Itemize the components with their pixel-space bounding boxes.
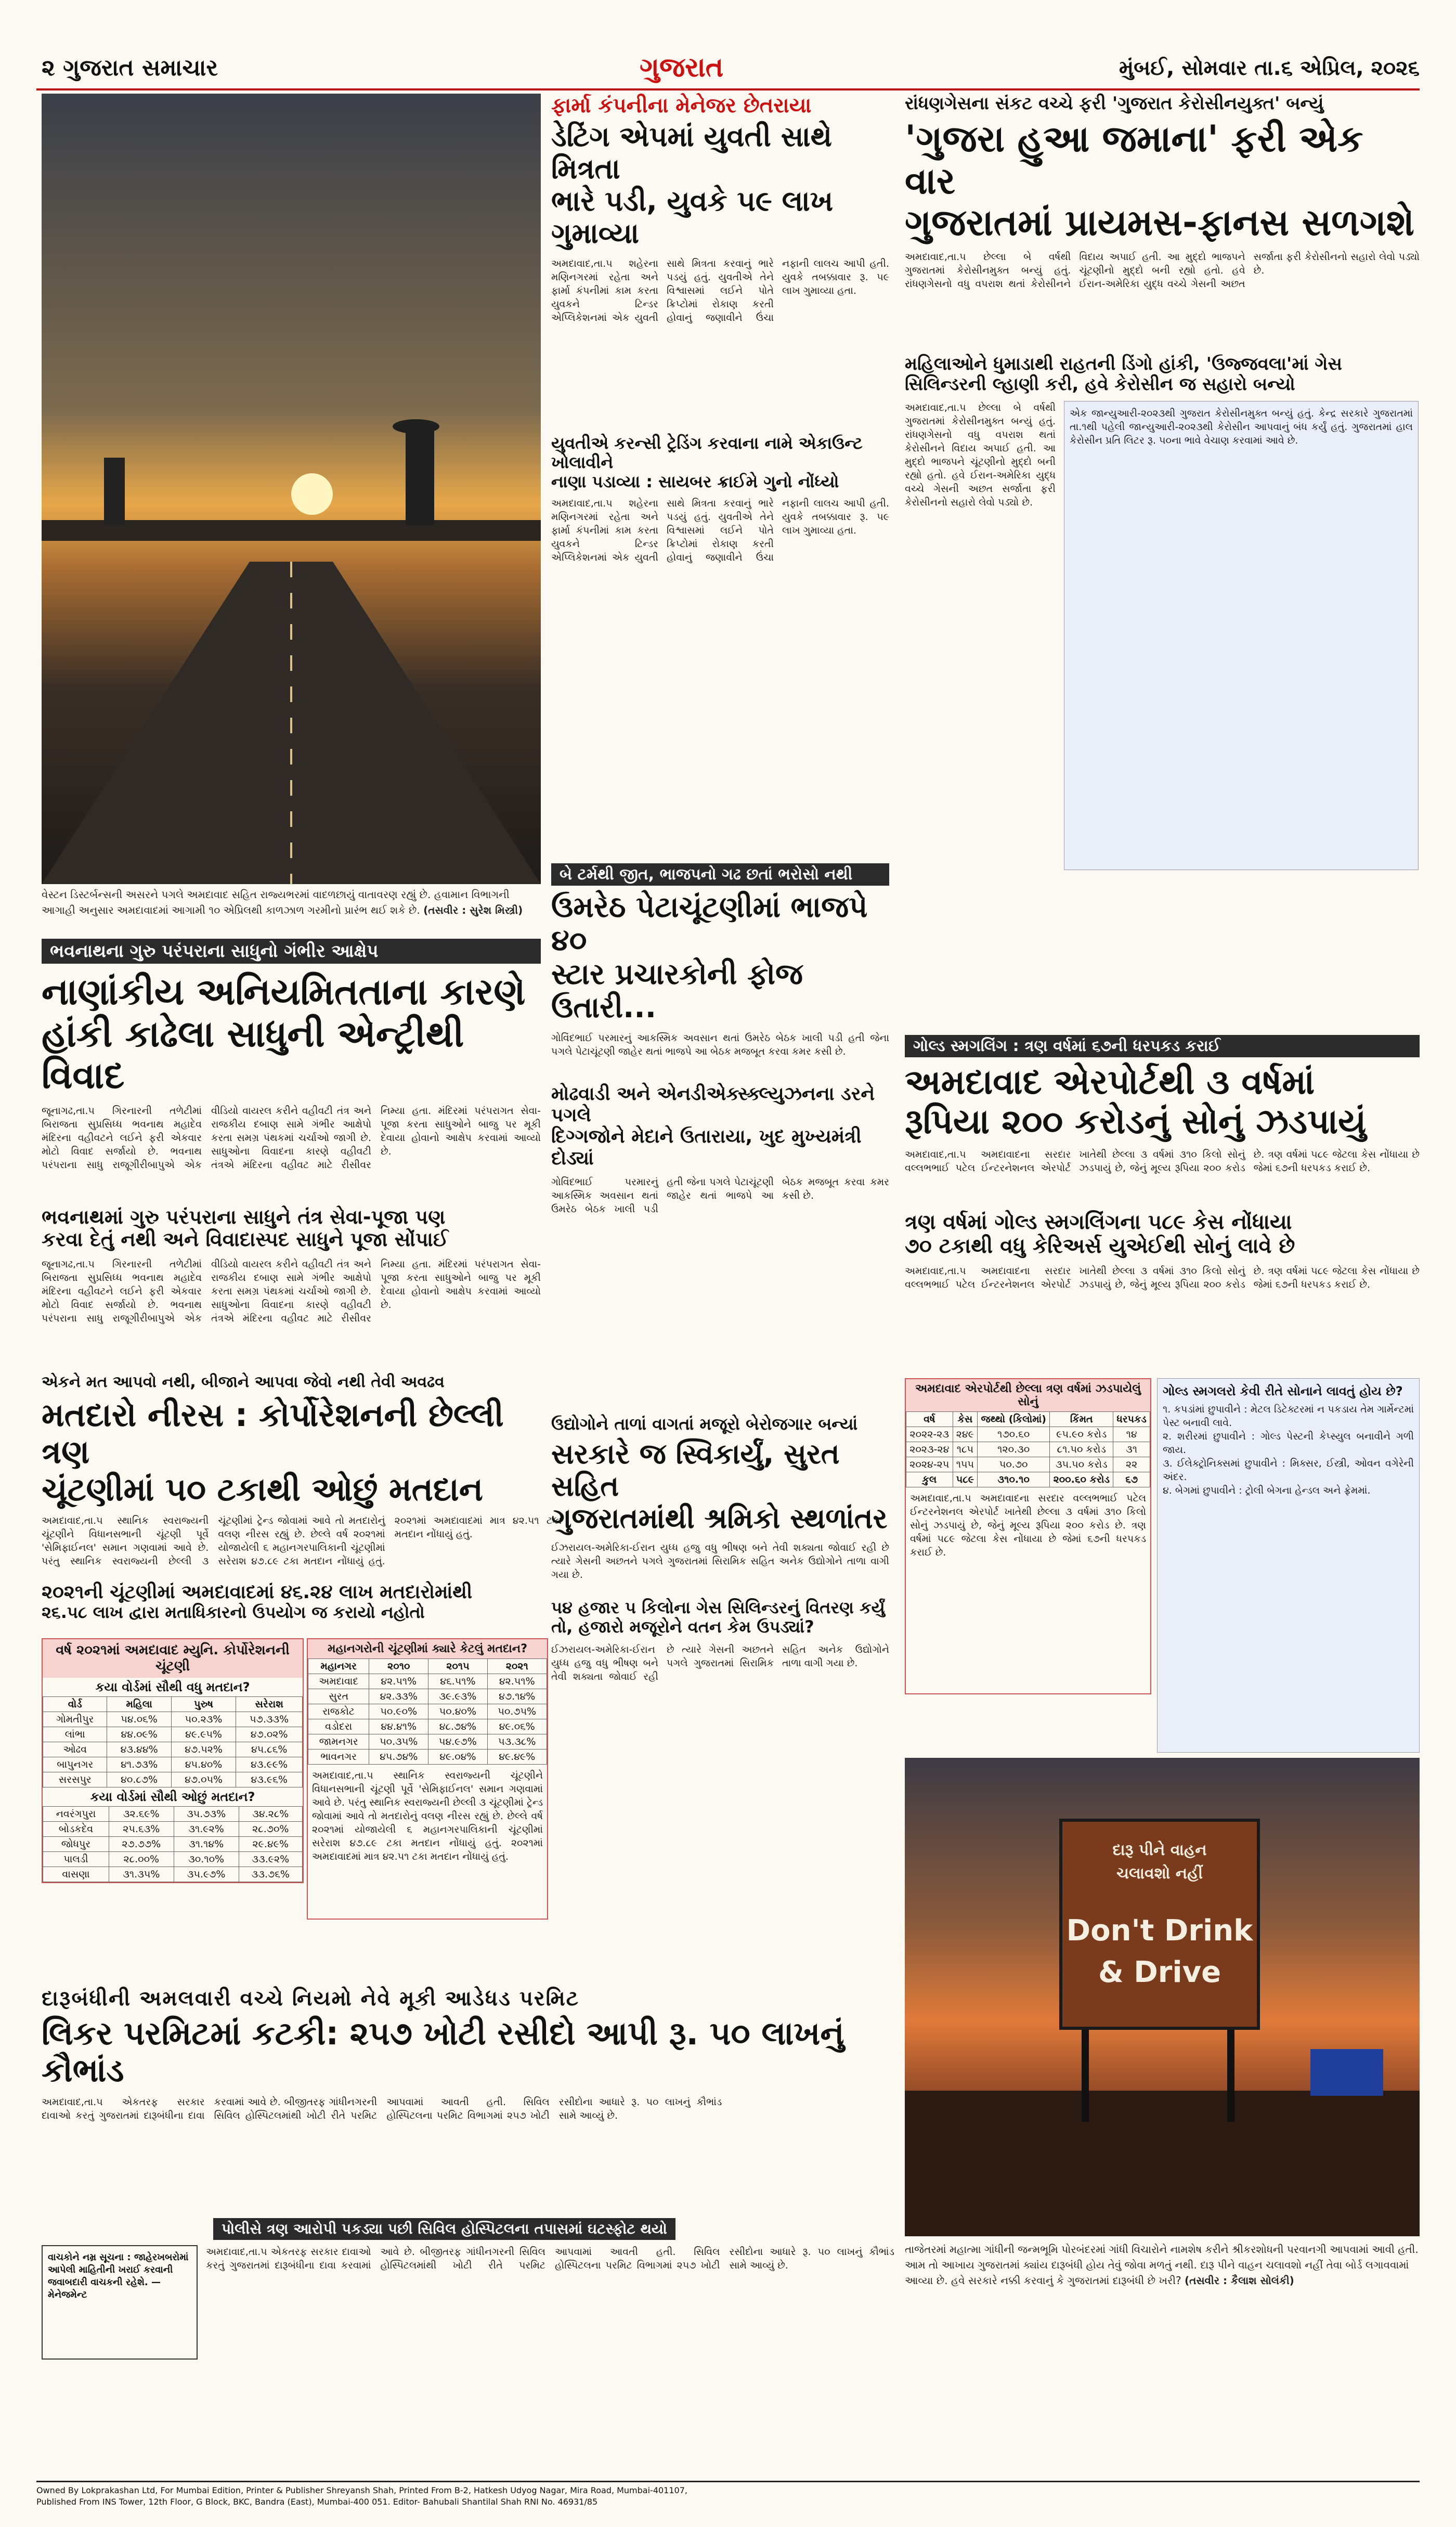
dating-sub-1: યુવતીએ કરન્સી ટ્રેડિંગ કરવાના નામે એકાઉન્ટ ખોલાવીને <box>551 433 863 473</box>
table-row: બાપુનગર ૪૧.૭૩% ૪૫.૪૦% ૪૩.૯૯% <box>43 1757 303 1772</box>
voters-body: અમદાવાદ,તા.૫ સ્થાનિક સ્વરાજ્યની ચૂંટણીને વિધાનસભાની ચૂંટણી પૂર્વે 'સેમિફાઈનલ' સમાન ગણવામાં આવે છે. પરંતુ સ્થાનિક સ્વરાજ્યની છેલ્લી ૩ ચૂંટણીમાં ટ્રેન્ડ જોવામાં આવે તો મતદારોનું વલણ નીરસ રહ્યું છે. છેલ્લે વર્ષ ૨૦૨૧માં યોજાયેલી ૬ મહાનગરપાલિકાની ચૂંટણીમાં સરેરાશ ૪૭.૮૯ ટકા મતદાન નોંધાયું હતું. ૨૦૨૧માં અમદાવાદમાં માત્ર ૪૨.૫૧ ટકા મતદાન નોંધાયું હતું. <box>42 1514 562 1567</box>
dateline: મુંબઈ, સોમવાર તા.૬ એપ્રિલ, ૨૦૨૬ <box>1119 56 1420 80</box>
gold-table-title: અમદાવાદ એરપોર્ટથી છેલ્લા ત્રણ વર્ષમાં ઝડપાયેલું સોનું <box>906 1379 1150 1411</box>
voters-kicker: એકને મત આપવો નથી, બીજાને આપવા જેવો નથી તેવી અવઢવ <box>42 1373 445 1391</box>
workers-body: ઈઝરાયલ-અમેરિકા-ઈરાન યુધ્ધ હજુ વધુ ભીષણ બને તેવી શક્યતા જોવાઈ રહી છે ત્યારે ગેસની અછતને પગલે ગુજરાતમાં સિરામિક સહિત અનેક ઉદ્યોગોને તાળા વાગી ગયા છે. <box>551 1542 889 1581</box>
permit-headline: લિકર પરમિટમાં કટકી: ૨૫૭ ખોટી રસીદો આપી રૂ. ૫૦ લાખનું કૌભાંડ <box>42 2014 844 2090</box>
sadhu-kicker: ભવનાથના ગુરુ પરંપરાના સાધુનો ગંભીર આક્ષેપ <box>42 939 541 964</box>
bjp-headline-1: ઉમરેઠ પેટાચૂંટણીમાં ભાજપે ૪૦ <box>551 890 868 958</box>
dating-body-cont: અમદાવાદ,તા.૫ શહેરના મણિનગરમાં રહેતા અને ફાર્મા કંપનીમાં કામ કરતા યુવકને ટિન્ડર એપ્લિકેશનમાં એક યુવતી સાથે મિત્રતા કરવાનું ભારે પડયું હતું. યુવતીએ તેને વિશ્વાસમાં લઈને પોતે ક્રિપ્ટોમાં રોકાણ કરતી હોવાનું જણાવીને ઉંચા નફાની લાલચ આપી હતી. યુવકે તબક્કાવાર રૂ. ૫૯ લાખ ગુમાવ્યા હતા. <box>551 497 889 563</box>
gold-kicker: ગોલ્ડ સ્મગલિંગ : ત્રણ વર્ષમાં ૬૭ની ધરપકડ કરાઈ <box>905 1035 1420 1057</box>
table-row: બોડકદેવ ૨૫.૬૩% ૩૧.૯૨% ૨૮.૭૦% <box>43 1822 303 1837</box>
table-2021-subtitle: કયા વોર્ડમાં સૌથી વધુ મતદાન? <box>95 1680 250 1694</box>
table-2021-least <box>43 1806 303 1882</box>
kerosene-kicker: રાંધણગેસના સંકટ વચ્ચે ફરી 'ગુજરાત કેરોસીનયુક્ત' બન્યું <box>905 93 1324 114</box>
photo-credit: (તસવીર : સુરેશ મિસ્ત્રી) <box>423 904 523 916</box>
gold-sub-2: ૭૦ ટકાથી વધુ કેરિઅર્સ યુએઈથી સોનું લાવે છે <box>905 1234 1295 1258</box>
gold-headline-1: અમદાવાદ એરપોર્ટથી ૩ વર્ષમાં <box>905 1062 1315 1102</box>
gold-table: વર્ષ કેસ જથ્થો (કિલોમાં) કિંમત ધરપકડ ૨૦૨૨-૨૩ ૨૪૯ ૧૭૦.૬૦ ૯૫.૯૦ કરોડ ૧૪ ૨૦૨૩-૨૪ ૧૮૫ ૧૨૦.૩૦ ૮૧.૫૦ કરોડ ૩૧ ૨૦૨૪-૨૫ ૧૫૫ ૫૦.૭૦ ૩૫.૫૦ કરોડ ૨૨ કુલ ૫૮૯ ૩૧૦.૧૦ ૨૦૦.૬૦ કરોડ ૬૭ <box>906 1411 1150 1487</box>
bjp-sub-2: દિગ્ગજોને મેદાને ઉતારાયા, ખુદ મુખ્યમંત્રી દોડ્યાં <box>551 1126 862 1169</box>
permit-body: અમદાવાદ,તા.૫ એકતરફ સરકાર દાવાઓ કરતું ગુજરાતમાં દારૂબંધીના દાવા કરવામાં આવે છે. બીજીતરફ ગાંધીનગરની સિવિલ હોસ્પિટલમાંથી ખોટી રીતે પરમિટ આપવામાં આવતી હતી. સિવિલ હોસ્પિટલના પરમિટ વિભાગમાં ૨૫૭ ખોટી રસીદોના આધારે રૂ. ૫૦ લાખનું કૌભાંડ સામે આવ્યું છે. <box>42 2096 722 2121</box>
table-cities-box <box>307 1638 548 1920</box>
table-row: ઓઢવ ૪૩.૪૪% ૪૭.૫૨% ૪૫.૮૬% <box>43 1742 303 1757</box>
kerosene-body-cont: અમદાવાદ,તા.૫ છેલ્લા બે વર્ષથી ગુજરાતમાં કેરોસીનમુક્ત બન્યું હતું. રાંધણગેસનો વધુ વપરાશ થતાં કેરોસીનને વિદાય અપાઈ હતી. આ મુદ્દો ભાજપને ચૂંટણીનો મુદ્દો બની રહ્યો હતો. હવે ઈરાન-અમેરિકા યુદ્ધ વચ્ચે ગેસની અછત સર્જાતા ફરી કેરોસીનનો સહારો લેવો પડ્યો છે. <box>905 401 1056 508</box>
kerosene-sub-2: સિલિન્ડરની લ્હાણી કરી, હવે કેરોસીન જ સહારો બન્યો <box>905 373 1295 395</box>
sadhu-sub-1: ભવનાથમાં ગુરુ પરંપરાના સાધુને તંત્ર સેવા-પૂજા પણ <box>42 1205 446 1228</box>
voters-sub-1: ૨૦૨૧ની ચૂંટણીમાં અમદાવાદમાં ૪૬.૨૪ લાખ મતદારોમાંથી <box>42 1581 473 1603</box>
table-row: ૨૦૨૨-૨૩ ૨૪૯ ૧૭૦.૬૦ ૯૫.૯૦ કરોડ ૧૪ <box>906 1427 1150 1442</box>
workers-kicker: ઉદ્યોગોને તાળાં વાગતાં મજૂરો બેરોજગાર બન્યાં <box>551 1414 858 1434</box>
kerosene-note-box: એક જાન્યુઆરી-૨૦૨૩થી ગુજરાત કેરોસીનમુક્ત બન્યું હતું. કેન્દ્ર સરકારે ગુજરાતમાં તા.૧થી પહેલી જાન્યુઆરી-૨૦૨૩થી કેરોસીન આપવાનું બંધ કર્યું હતું. ગુજરાતમાં હાલ કેરોસીન પ્રતિ લિટર રૂ. ૫૦ના ભાવે વેચાણ કરવામાં આવે છે. <box>1064 401 1419 870</box>
dating-headline-1: ડેટિંગ એપમાં યુવતી સાથે મિત્રતા <box>551 120 832 186</box>
imprint-line-1: Owned By Lokprakashan Ltd, For Mumbai Edition, Printer & Publisher Shreyansh Shah, Printed From B-2, Hatkesh Udyog Nagar, Mira Road, Mumbai-401107, <box>36 2485 687 2495</box>
photo2-credit: (તસવીર : કૈલાશ સોલંકી) <box>1184 2274 1294 2287</box>
permit-body-cont: અમદાવાદ,તા.૫ એકતરફ સરકાર દાવાઓ કરતું ગુજરાતમાં દારૂબંધીના દાવા કરવામાં આવે છે. બીજીતરફ ગાંધીનગરની સિવિલ હોસ્પિટલમાંથી ખોટી રીતે પરમિટ આપવામાં આવતી હતી. સિવિલ હોસ્પિટલના પરમિટ વિભાગમાં ૨૫૭ ખોટી રસીદોના આધારે રૂ. ૫૦ લાખનું કૌભાંડ સામે આવ્યું છે. <box>206 2246 894 2271</box>
gold-methods-title: ગોલ્ડ સ્મગલરો કેવી રીતે સોનાને લાવતું હોય છે? <box>1163 1384 1403 1398</box>
table-cities: મહાનગર ૨૦૧૦ ૨૦૧૫ ૨૦૨૧ અમદાવાદ ૪૨.૫૧% ૪૬.૫૧% ૪૨.૫૧% સુરત ૪૨.૩૩% ૩૯.૯૩% ૪૭.૧૪% રાજકોટ ૫૦.૯૦% ૫૦.૪૦% ૫૦.૭૫% વડોદરા ૪૪.૪૧% ૪૮.૭૪% ૪૯.૦૬% જામનગર ૫૦.૩૫% ૫૪.૯૭% ૫૩.૩૮% ભાવનગર ૪૫.૭૪% ૪૯.૦૪% ૪૯.૪૯% <box>308 1658 547 1765</box>
gold-body-cont: અમદાવાદ,તા.૫ અમદાવાદના સરદાર વલ્લભભાઈ પટેલ ઈન્ટરનેશનલ એરપોર્ટ ખાતેથી છેલ્લા ૩ વર્ષમાં ૩૧૦ કિલો સોનું ઝડપાયું છે, જેનું મૂલ્ય રૂપિયા ૨૦૦ કરોડ છે. ત્રણ વર્ષમાં ૫૮૯ જેટલા કેસ નોંધાયા છે જેમાં ૬૭ની ધરપકડ કરાઈ છે. <box>905 1265 1420 1290</box>
table-row: રાજકોટ ૫૦.૯૦% ૫૦.૪૦% ૫૦.૭૫% <box>308 1704 547 1719</box>
workers-body-cont: ઈઝરાયલ-અમેરિકા-ઈરાન યુધ્ધ હજુ વધુ ભીષણ બને તેવી શક્યતા જોવાઈ રહી છે ત્યારે ગેસની અછતને પગલે ગુજરાતમાં સિરામિક સહિત અનેક ઉદ્યોગોને તાળા વાગી ગયા છે. <box>551 1643 889 1682</box>
bjp-sub-1: મોઢવાડી અને એનડીએક્સ્ક્લ્યુઝનના ડરને પગલે <box>551 1083 875 1126</box>
footer-rule <box>36 2481 1420 2482</box>
sadhu-headline-2: હાંકી કાઢેલા સાધુની એન્ટ્રીથી વિવાદ <box>42 1012 464 1097</box>
table-row: લાંભા ૪૪.૦૯% ૪૯.૯૫% ૪૭.૦૨% <box>43 1727 303 1742</box>
photo2-caption: તાજેતરમાં મહાત્મા ગાંધીની જન્મભૂમિ પોરબંદરમાં ગાંધી વિચારોને નામશેષ કરીને શ્રીકરશોધની પરવાનગી આપવામાં આવી હતી. આમ તો આખાય ગુજરાતમાં ક્યાંય દારૂબંધી હોય તેવું જોવા મળતું નથી. દારૂ પીને વાહન ચલાવશો નહીં તેવા બોર્ડ લગાવવામાં આવ્યા છે. હવે સરકારે નક્કી કરવાનું કે ગુજરાતમાં દારૂબંધી છે ખરી? (તસવીર : કૈલાશ સોલંકી) <box>905 2243 1419 2287</box>
list-item: ૧. કપડાંમાં છુપાવીને : મેટલ ડિટેક્ટરમાં ન પકડાય તેમ ગાર્મેન્ટમાં પેસ્ટ બનાવી લાવે. <box>1163 1404 1414 1429</box>
section-title: ગુજરાત <box>640 52 724 83</box>
table-cities-title: મહાનગરોની ચૂંટણીમાં ક્યારે કેટલું મતદાન? <box>308 1639 547 1658</box>
dating-headline-2: ભારે પડી, યુવકે ૫૯ લાખ ગુમાવ્યા <box>551 185 834 250</box>
voters-headline-1: મતદારો નીરસ : કોર્પોરેશનની છેલ્લી ત્રણ <box>42 1396 504 1471</box>
table-2021-most: વોર્ડ મહિલા પુરુષ સરેરાશ ગોમતીપુર ૫૪.૦૬% ૫૦.૨૩% ૫૭.૩૩% લાંભા ૪૪.૦૯% ૪૯.૯૫% ૪૭.૦૨% ઓઢવ ૪૩.૪૪% ૪૭.૫૨% ૪૫.૮૬% બાપુનગર ૪૧.૭૩% ૪૫.૪૦% ૪૩.૯૯% સરસપુર ૪૦.૮૭% ૪૭.૦૫% ૪૩.૯૬% <box>43 1696 303 1787</box>
voters-headline-2: ચૂંટણીમાં ૫૦ ટકાથી ઓછું મતદાન <box>42 1470 483 1508</box>
bjp-kicker: બે ટર્મથી જીત, ભાજપનો ગઢ છતાં ભરોસો નથી <box>551 863 889 886</box>
reader-notice: વાચકોને નમ્ર સૂચના : જાહેરખબરોમાં આપેલી માહિતીની ખરાઈ કરવાની જવાબદારી વાચકની રહેશે. — મેનેજમેન્ટ <box>42 2245 198 2360</box>
list-item: ૨. શરીરમાં છુપાવીને : ગોલ્ડ પેસ્ટની કેપ્સ્યુલ બનાવીને ગળી જાય. <box>1163 1431 1414 1456</box>
bjp-body-cont: ગોવિંદભાઈ પરમારનું આકસ્મિક અવસાન થતાં ઉમરેઠ બેઠક ખાલી પડી હતી જેના પગલે પેટાચૂંટણી જાહેર થતાં ભાજપે આ બેઠક મજબૂત કરવા કમર કસી છે. <box>551 1176 889 1215</box>
list-item: ૩. ઈલેક્ટ્રોનિક્સમાં છુપાવીને : મિક્સર, ઈસ્ત્રી, ઓવન વગેરેની અંદર. <box>1163 1458 1414 1483</box>
imprint-line-2: Published From INS Tower, 12th Floor, G Block, BKC, Bandra (East), Mumbai-400 051. Editor- Bahubali Shantilal Shah RNI No. 46931/85 <box>36 2497 598 2507</box>
sadhu-headline-1: નાણાંકીય અનિયમિતતાના કારણે <box>42 970 526 1013</box>
table-row: જોધપુર ૨૭.૭૭% ૩૧.૧૪% ૨૯.૪૯% <box>43 1837 303 1852</box>
sadhu-sub-2: કરવા દેતું નથી અને વિવાદાસ્પદ સાધુને પૂજા સોંપાઈ <box>42 1228 449 1251</box>
table-row: જામનગર ૫૦.૩૫% ૫૪.૯૭% ૫૩.૩૮% <box>308 1734 547 1750</box>
bjp-headline-2: સ્ટાર પ્રચારકોની ફોજ ઉતારી... <box>551 957 803 1025</box>
permit-kicker: દારૂબંધીની અમલવારી વચ્ચે નિયમો નેવે મૂકી આડેધડ પરમિટ <box>42 1987 580 2011</box>
voters-sub-2: ૨૬.૫૮ લાખ દ્વારા મતાધિકારનો ઉપયોગ જ કરાયો નહોતો <box>42 1602 425 1623</box>
table-row: ૨૦૨૩-૨૪ ૧૮૫ ૧૨૦.૩૦ ૮૧.૫૦ કરોડ ૩૧ <box>906 1442 1150 1457</box>
photo-caption: વેસ્ટન ડિસ્ટર્બન્સની અસરને પગલે અમદાવાદ સહિત રાજ્યભરમાં વાદળછાયું વાતાવરણ રહ્યું છે. હવામાન વિભાગની આગાહી અનુસાર અમદાવાદમાં આગામી ૧૦ એપ્રિલથી કાળઝાળ ગરમીનો પ્રારંભ થઈ શકે છે. (તસવીર : સુરેશ મિસ્ત્રી) <box>42 888 523 916</box>
table-row: અમદાવાદ ૪૨.૫૧% ૪૬.૫૧% ૪૨.૫૧% <box>308 1674 547 1689</box>
kerosene-headline-1: 'ગુજરા હુઆ જમાના' ફરી એક વાર <box>905 118 1363 202</box>
sign-text-3: Don't Drink <box>1066 1914 1253 1948</box>
dont-drink-drive-photo <box>905 1758 1420 2236</box>
table-row: પાલડી ૨૮.૦૦% ૩૦.૧૦% ૩૩.૯૨% <box>43 1852 303 1867</box>
sign-text-1: દારૂ પીને વાહન <box>1112 1841 1207 1859</box>
gold-headline-2: રૂપિયા ૨૦૦ કરોડનું સોનું ઝડપાયું <box>905 1101 1367 1142</box>
workers-headline-2: ગુજરાતમાંથી શ્રમિકો સ્થળાંતર <box>551 1501 888 1535</box>
sadhu-body: જૂનાગઢ,તા.૫ ગિરનારની તળેટીમાં બિરાજતા સુપ્રસિધ્ધ ભવનાથ મહાદેવ મંદિરના વહીવટને લઈને ફરી એકવાર મોટો વિવાદ સર્જાયો છે. ભવનાથ પરંપરાના સાધુ રાજૂગીરીબાપુએ એક વીડિયો વાયરલ કરીને વહીવટી તંત્ર અને રાજકીય દબાણ સામે ગંભીર આક્ષેપો કરતા સમગ્ર પંથકમાં ચર્ચાઓ જાગી છે. સાધુઓના વિવાદના કારણે વહીવટી તંત્રએ મંદિરના વહીવટ માટે રીસીવર નિમ્યા હતા. મંદિરમાં પરંપરાગત સેવા-પૂજા કરતા સાધુઓને બાજુ પર મૂકી દેવાયા હોવાનો આક્ષેપ કરવામાં આવ્યો છે. <box>42 1105 541 1171</box>
dating-sub-2: નાણા પડાવ્યા : સાયબર ક્રાઈમે ગુનો નોંધ્યો <box>551 471 839 491</box>
gold-body: અમદાવાદ,તા.૫ અમદાવાદના સરદાર વલ્લભભાઈ પટેલ ઈન્ટરનેશનલ એરપોર્ટ ખાતેથી છેલ્લા ૩ વર્ષમાં ૩૧૦ કિલો સોનું ઝડપાયું છે, જેનું મૂલ્ય રૂપિયા ૨૦૦ કરોડ છે. ત્રણ વર્ષમાં ૫૮૯ જેટલા કેસ નોંધાયા છે જેમાં ૬૭ની ધરપકડ કરાઈ છે. <box>905 1148 1420 1174</box>
bjp-body: ગોવિંદભાઈ પરમારનું આકસ્મિક અવસાન થતાં ઉમરેઠ બેઠક ખાલી પડી હતી જેના પગલે પેટાચૂંટણી જાહેર થતાં ભાજપે આ બેઠક મજબૂત કરવા કમર કસી છે. <box>551 1032 889 1057</box>
kerosene-body: અમદાવાદ,તા.૫ છેલ્લા બે વર્ષથી ગુજરાતમાં કેરોસીનમુક્ત બન્યું હતું. રાંધણગેસનો વધુ વપરાશ થતાં કેરોસીનને વિદાય અપાઈ હતી. આ મુદ્દો ભાજપને ચૂંટણીનો મુદ્દો બની રહ્યો હતો. હવે ઈરાન-અમેરિકા યુદ્ધ વચ્ચે ગેસની અછત સર્જાતા ફરી કેરોસીનનો સહારો લેવો પડ્યો છે. <box>905 251 1420 290</box>
table-row: ૨૦૨૪-૨૫ ૧૫૫ ૫૦.૭૦ ૩૫.૫૦ કરોડ ૨૨ <box>906 1457 1150 1472</box>
table-row: કુલ ૫૮૯ ૩૧૦.૧૦ ૨૦૦.૬૦ કરોડ ૬૭ <box>906 1472 1150 1487</box>
sadhu-body-cont: જૂનાગઢ,તા.૫ ગિરનારની તળેટીમાં બિરાજતા સુપ્રસિધ્ધ ભવનાથ મહાદેવ મંદિરના વહીવટને લઈને ફરી એકવાર મોટો વિવાદ સર્જાયો છે. ભવનાથ પરંપરાના સાધુ રાજૂગીરીબાપુએ એક વીડિયો વાયરલ કરીને વહીવટી તંત્ર અને રાજકીય દબાણ સામે ગંભીર આક્ષેપો કરતા સમગ્ર પંથકમાં ચર્ચાઓ જાગી છે. સાધુઓના વિવાદના કારણે વહીવટી તંત્રએ મંદિરના વહીવટ માટે રીસીવર નિમ્યા હતા. મંદિરમાં પરંપરાગત સેવા-પૂજા કરતા સાધુઓને બાજુ પર મૂકી દેવાયા હોવાનો આક્ષેપ કરવામાં આવ્યો છે. <box>42 1258 541 1324</box>
workers-sub: ૫૪ હજાર ૫ કિલોના ગેસ સિલિન્ડરનું વિતરણ કર્યું તો, હજારો મજૂરોને વતન કેમ ઉપડ્યાં? <box>551 1598 885 1637</box>
page-label: ૨ ગુજરાત સમાચાર <box>42 55 218 81</box>
table-row: સુરત ૪૨.૩૩% ૩૯.૯૩% ૪૭.૧૪% <box>308 1689 547 1704</box>
gold-sub-1: ત્રણ વર્ષમાં ગોલ્ડ સ્મગલિંગના ૫૮૯ કેસ નોંધાયા <box>905 1210 1292 1234</box>
list-item: ૪. બેગમાં છુપાવીને : ટ્રોલી બેગના હેન્ડલ અને ફ્રેમમાં. <box>1163 1485 1371 1496</box>
sunset-photo <box>42 94 541 884</box>
table-row: ગોમતીપુર ૫૪.૦૬% ૫૦.૨૩% ૫૭.૩૩% <box>43 1712 303 1727</box>
workers-headline-1: સરકારે જ સ્વિકાર્યું, સુરત સહિત <box>551 1437 840 1502</box>
dating-body: અમદાવાદ,તા.૫ શહેરના મણિનગરમાં રહેતા અને ફાર્મા કંપનીમાં કામ કરતા યુવકને ટિન્ડર એપ્લિકેશનમાં એક યુવતી સાથે મિત્રતા કરવાનું ભારે પડયું હતું. યુવતીએ તેને વિશ્વાસમાં લઈને પોતે ક્રિપ્ટોમાં રોકાણ કરતી હોવાનું જણાવીને ઉંચા નફાની લાલચ આપી હતી. યુવકે તબક્કાવાર રૂ. ૫૯ લાખ ગુમાવ્યા હતા. <box>551 258 889 324</box>
table-2021-subtitle2: કયા વોર્ડમાં સૌથી ઓછું મતદાન? <box>90 1790 255 1804</box>
permit-sub: પોલીસે ત્રણ આરોપી પકડ્યા પછી સિવિલ હોસ્પિટલના તપાસમાં ઘટસ્ફોટ થયો <box>213 2218 675 2240</box>
table-2021-title: વર્ષ ૨૦૨૧માં અમદાવાદ મ્યુનિ. કોર્પોરેશનની ચૂંટણી <box>43 1639 303 1678</box>
table-row: ભાવનગર ૪૫.૭૪% ૪૯.૦૪% ૪૯.૪૯% <box>308 1750 547 1765</box>
imprint <box>36 2485 1420 2508</box>
gold-table-box <box>905 1378 1151 1694</box>
table-row: નવરંગપુરા ૩૨.૬૯% ૩૫.૭૩% ૩૪.૨૮% <box>43 1807 303 1822</box>
sign-text-2: ચલાવશો નહીં <box>1116 1864 1203 1883</box>
table-cities-body: અમદાવાદ,તા.૫ સ્થાનિક સ્વરાજ્યની ચૂંટણીને વિધાનસભાની ચૂંટણી પૂર્વે 'સેમિફાઈનલ' સમાન ગણવામાં આવે છે. પરંતુ સ્થાનિક સ્વરાજ્યની છેલ્લી ૩ ચૂંટણીમાં ટ્રેન્ડ જોવામાં આવે તો મતદારોનું વલણ નીરસ રહ્યું છે. છેલ્લે વર્ષ ૨૦૨૧માં યોજાયેલી ૬ મહાનગરપાલિકાની ચૂંટણીમાં સરેરાશ ૪૭.૮૯ ટકા મતદાન નોંધાયું હતું. ૨૦૨૧માં અમદાવાદમાં માત્ર ૪૨.૫૧ ટકા મતદાન નોંધાયું હતું. <box>312 1770 543 1862</box>
dating-kicker: ફાર્મા કંપનીના મેનેજર છેતરાયા <box>551 94 812 118</box>
table-row: વાસણા ૩૧.૩૫% ૩૫.૯૭% ૩૩.૭૬% <box>43 1867 303 1882</box>
table-row: વડોદરા ૪૪.૪૧% ૪૮.૭૪% ૪૯.૦૬% <box>308 1719 547 1734</box>
gold-table-body: અમદાવાદ,તા.૫ અમદાવાદના સરદાર વલ્લભભાઈ પટેલ ઈન્ટરનેશનલ એરપોર્ટ ખાતેથી છેલ્લા ૩ વર્ષમાં ૩૧૦ કિલો સોનું ઝડપાયું છે, જેનું મૂલ્ય રૂપિયા ૨૦૦ કરોડ છે. ત્રણ વર્ષમાં ૫૮૯ જેટલા કેસ નોંધાયા છે જેમાં ૬૭ની ધરપકડ કરાઈ છે. <box>910 1493 1146 1558</box>
table-2021-box <box>42 1638 304 1883</box>
kerosene-sub-1: મહિલાઓને ધુમાડાથી રાહતની ડિંગો હાંકી, 'ઉજ્જવલા'માં ગેસ <box>905 353 1342 374</box>
sign-text-4: & Drive <box>1098 1955 1221 1989</box>
table-row: સરસપુર ૪૦.૮૭% ૪૭.૦૫% ૪૩.૯૬% <box>43 1772 303 1787</box>
kerosene-headline-2: ગુજરાતમાં પ્રાયમસ-ફાનસ સળગશે <box>905 201 1414 244</box>
gold-methods-box <box>1157 1378 1420 1753</box>
